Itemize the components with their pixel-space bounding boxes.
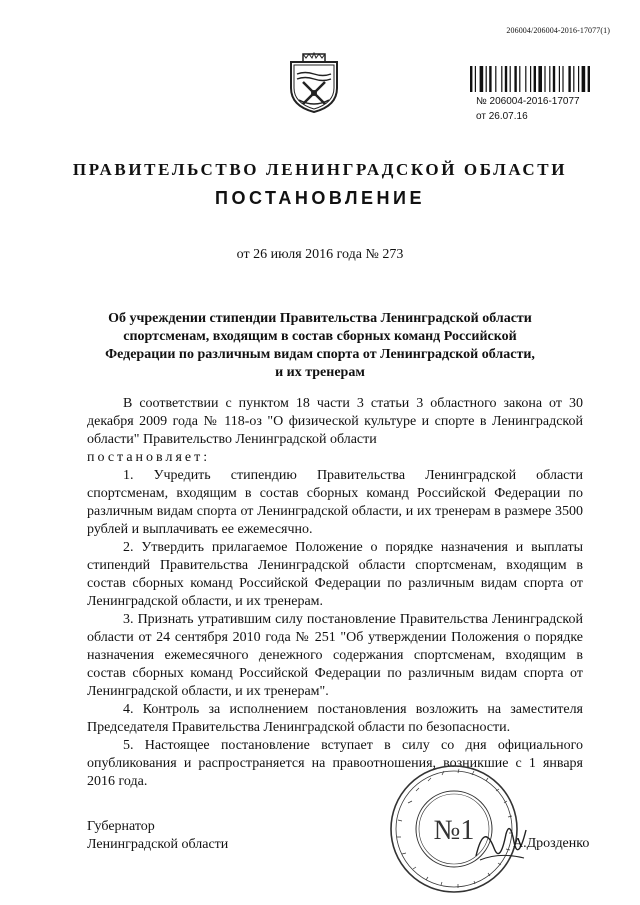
preamble: В соответствии с пунктом 18 части 3 статьи 3 областного закона от 30 декабря 2009 года № 118-оз "О физической культуре и спорте в Ленинградской области" Правительство Ленинградской области: [87, 396, 583, 447]
barcode-bar: [525, 66, 526, 92]
barcode-bar: [588, 66, 590, 92]
barcode-bar: [514, 66, 516, 92]
document-type: ПОСТАНОВЛЕНИЕ: [215, 188, 425, 208]
signer-title-line-2: Ленинградской области: [87, 837, 229, 852]
barcode-bar: [505, 66, 507, 92]
government-title: ПРАВИТЕЛЬСТВО ЛЕНИНГРАДСКОЙ ОБЛАСТИ: [72, 160, 568, 179]
barcode: [470, 66, 610, 92]
signer-title: [87, 818, 228, 854]
barcode-bar: [544, 66, 545, 92]
barcode-bar: [553, 66, 555, 92]
barcode-bar: [578, 66, 579, 92]
barcode-bar: [549, 66, 550, 92]
barcode-bar: [475, 66, 476, 92]
barcode-bar: [480, 66, 484, 92]
document-subject: Об учреждении стипендии Правительства Ленинградской области спортсменам, входящим в состав сборных команд Российской Федерации по различным видам спорта от Ленинградской области, и их тренерам: [105, 311, 535, 380]
barcode-bar: [489, 66, 491, 92]
document-code: 206004/206004-2016-17077(1): [506, 26, 610, 35]
barcode-bar: [519, 66, 520, 92]
registration-number: № 206004-2016-17077: [476, 96, 580, 107]
barcode-bar: [562, 66, 563, 92]
barcode-bar: [470, 66, 472, 92]
item-4: 4. Контроль за исполнением постановления возложить на заместителя Председателя Правительства Ленинградской области по безопасности.: [87, 702, 583, 735]
barcode-bar: [568, 66, 570, 92]
document-body: [87, 395, 583, 791]
resolves-word: постановляет:: [87, 450, 211, 465]
barcode-bar: [530, 66, 531, 92]
coat-of-arms-icon: [285, 52, 343, 114]
document-date-number: от 26 июля 2016 года № 273: [236, 247, 404, 262]
barcode-bar: [573, 66, 574, 92]
barcode-bar: [486, 66, 487, 92]
barcode-bar: [538, 66, 542, 92]
item-1: 1. Учредить стипендию Правительства Ленинградской области спортсменам, входящим в состав сборных команд Российской Федерации по различным видам спорта от Ленинградской области, и их тренерам в размере 3500 рублей и выплачивать ее ежемесячно.: [87, 468, 583, 537]
barcode-bar: [501, 66, 502, 92]
barcode-bar: [510, 66, 511, 92]
item-5: 5. Настоящее постановление вступает в силу со дня официального опубликования и распространяется на правоотношения, возникшие с 1 января 2016 года.: [87, 738, 583, 789]
signer-name: А.Дрозденко: [513, 836, 590, 851]
stamp-number: №1: [433, 815, 475, 846]
item-2: 2. Утвердить прилагаемое Положение о порядке назначения и выплаты стипендий Правительства Ленинградской области спортсменам, входящим в состав сборных команд Российской Федерации по различным видам спорта от Ленинградской области, и их тренерам.: [87, 540, 583, 609]
signer-title-line-1: Губернатор: [87, 819, 155, 834]
barcode-bar: [495, 66, 496, 92]
registration-date: от 26.07.16: [476, 111, 528, 122]
barcode-bar: [559, 66, 560, 92]
barcode-bar: [534, 66, 536, 92]
barcode-bar: [582, 66, 586, 92]
item-3: 3. Признать утратившим силу постановление Правительства Ленинградской области от 24 сентября 2010 года № 251 "Об утверждении Положения о порядке назначения ежемесячного денежного содержания спортсменам, входящим в состав сборных команд Российской Федерации по различным видам спорта от Ленинградской области, и их тренерам".: [87, 612, 583, 699]
